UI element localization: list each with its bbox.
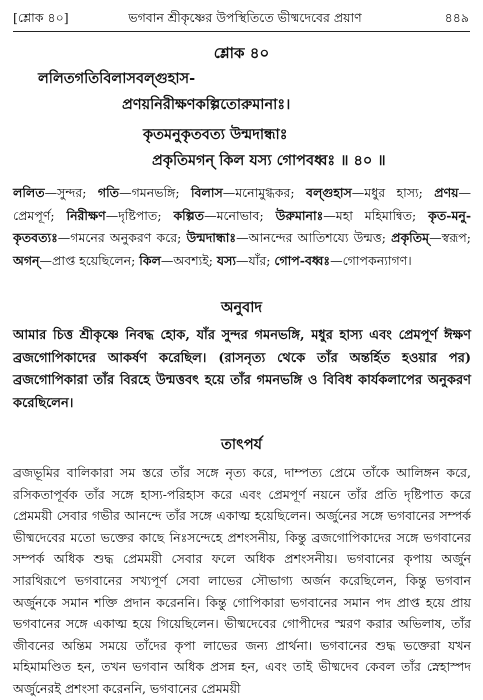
synonym-term: বল্গুহাস <box>305 185 352 200</box>
synonym-meaning: অবশ্যই <box>173 252 209 268</box>
synonym-meaning: দৃষ্টিপাত <box>118 207 158 223</box>
synonym-term: কৃত-মনু-কৃতবত্যঃ <box>13 207 472 245</box>
synonym-meaning: মনোভাব <box>216 207 260 223</box>
synonym-meaning: গোপকন্যাগণ। <box>342 252 412 268</box>
header-verse-label: [শ্লোক ৪০] <box>13 10 69 25</box>
synonym-meaning: গমনের অনুকরণ করে <box>70 230 178 245</box>
purport-heading: তাৎপর্য <box>220 436 263 453</box>
synonym-meaning: আনন্দের আতিশয্যে উন্মত্ত <box>248 230 382 245</box>
synonym-term: যস্য <box>216 252 237 268</box>
synonym-term: প্রকৃতিম্ <box>391 230 430 245</box>
synonym-term: প্রণয় <box>434 185 459 200</box>
synonym-term: বিলাস <box>190 185 223 200</box>
synonym-term: কল্পিত <box>173 207 205 223</box>
synonym-term: উন্মদান্ধাঃ <box>186 230 237 245</box>
synonym-meaning: মধুর হাস্য <box>364 185 419 200</box>
synonym-meaning: যাঁর <box>248 252 267 268</box>
verse-heading: শ্লোক ৪০ <box>213 44 270 62</box>
synonym-meaning: মহা মহিমান্বিত <box>335 207 413 223</box>
synonym-term: নিরীক্ষণ <box>66 207 106 223</box>
synonym-term: গোপ-বধ্বঃ <box>274 252 331 268</box>
verse-line: ললিতগতিবিলাসবল্গুহাস- <box>38 70 196 87</box>
synonym-term: অগন্ <box>13 252 40 268</box>
synonym-term: কিল <box>139 252 161 268</box>
synonym-meaning: মনোমুগ্ধকর <box>235 185 291 200</box>
verse-line: প্রকৃতিমগন্ কিল যস্য গোপবধ্বঃ ॥ ৪০ ॥ <box>152 152 386 169</box>
synonym-term: উরুমানাঃ <box>275 207 324 223</box>
header-rule <box>13 31 470 32</box>
synonym-meaning: প্রাপ্ত হয়েছিলেন <box>51 252 132 268</box>
verse-line: প্রণয়নিরীক্ষণকল্পিতোরুমানাঃ। <box>122 96 291 113</box>
header-chapter-title: ভগবান শ্রীকৃষ্ণের উপস্থিতিতে ভীষ্মদেবের প্রয়াণ <box>128 10 362 25</box>
synonym-term: গতি <box>97 185 120 200</box>
synonym-meaning: স্বরূপ <box>441 230 467 245</box>
synonym-meaning: সুন্দর <box>57 185 83 200</box>
synonym-meaning: গমনভঙ্গি <box>131 185 176 200</box>
synonym-term: ললিত <box>13 185 45 200</box>
verse-line: কৃতমনুকৃতবত্য উন্মদান্ধাঃ <box>143 126 288 143</box>
synonym-meaning: প্রেমপূর্ণ <box>13 207 51 223</box>
synonyms-paragraph: ললিত—সুন্দর; গতি—গমনভঙ্গি; বিলাস—মনোমুগ্ধকর; বল্গুহাস—মধুর হাস্য; প্রণয়—প্রেমপূর্ণ; নিরীক্ষণ—দৃষ্টিপাত; কল্পিত—মনোভাব; উরুমানাঃ—মহা মহিমান্বিত; কৃত-মনু-কৃতবত্যঃ—গমনের অনুকরণ করে; উন্মদান্ধাঃ—আনন্দের আতিশয্যে উন্মত্ত; প্রকৃতিম্—স্বরূপ; অগন্—প্রাপ্ত হয়েছিলেন; কিল—অবশ্যই; যস্য—যাঁর; গোপ-বধ্বঃ—গোপকন্যাগণ। <box>13 185 472 268</box>
header-page-number: ৪৪৯ <box>444 10 469 25</box>
translation-text: আমার চিত্ত শ্রীকৃষ্ণে নিবদ্ধ হোক, যাঁর সুন্দর গমনভঙ্গি, মধুর হাস্য এবং প্রেমপূর্ণ ঈক্ষণ ব্রজগোপিকাদের আকর্ষণ করেছিল। (রাসনৃত্য থেকে তাঁর অন্তর্হিত হওয়ার পর) ব্রজগোপিকারা তাঁর বিরহে উন্মত্তবৎ হয়ে তাঁর গমনভঙ্গি ও বিবিধ কার্যকলাপের অনুকরণ করেছিলেন। <box>13 328 471 411</box>
translation-heading: অনুবাদ <box>220 299 263 316</box>
purport-text: ব্রজভূমির বালিকারা সম স্তরে তাঁর সঙ্গে নৃত্য করে, দাম্পত্য প্রেমে তাঁকে আলিঙ্গন করে, রসিকতাপূর্বক তাঁর সঙ্গে হাস্য-পরিহাস করে এবং প্রেমপূর্ণ নয়নে তাঁর প্রতি দৃষ্টিপাত করে প্রেমময়ী সেবার গভীর আনন্দে তাঁর সঙ্গে একাত্ম হয়েছিলেন। অর্জুনের সঙ্গে ভগবানের সম্পর্ক ভীষ্মদেবের মতো ভক্তের কাছে নিঃসন্দেহে প্রশংসনীয়, কিন্তু ব্রজগোপিকাদের সঙ্গে ভগবানের সম্পর্ক অধিক শুদ্ধ প্রেমময়ী সেবার ফলে অধিক প্রশংসনীয়। ভগবানের কৃপায় অর্জুন সারথিরূপে ভগবানের সখ্যপূর্ণ সেবা লাভের সৌভাগ্য অর্জন করেছিলেন, কিন্তু ভগবান অর্জুনকে সমান শক্তি প্রদান করেননি। কিন্তু গোপিকারা ভগবানের সমান পদ প্রাপ্ত হয়ে প্রায় ভগবানের সঙ্গে একাত্ম হয়ে গিয়েছিলেন। ভীষ্মদেবের গোপীদের স্মরণ করার অভিলাষ, তাঁর জীবনের অন্তিম সময়ে তাঁদের কৃপা লাভের জন্য প্রার্থনা। ভগবানের শুদ্ধ ভক্তেরা যখন মহিমামণ্ডিত হন, তখন ভগবান অধিক প্রসন্ন হন, এবং তাই ভীষ্মদেব কেবল তাঁর স্নেহাস্পদ অর্জুনেরই প্রশংসা করেননি, ভগবানের প্রেমময়ী <box>13 465 471 696</box>
